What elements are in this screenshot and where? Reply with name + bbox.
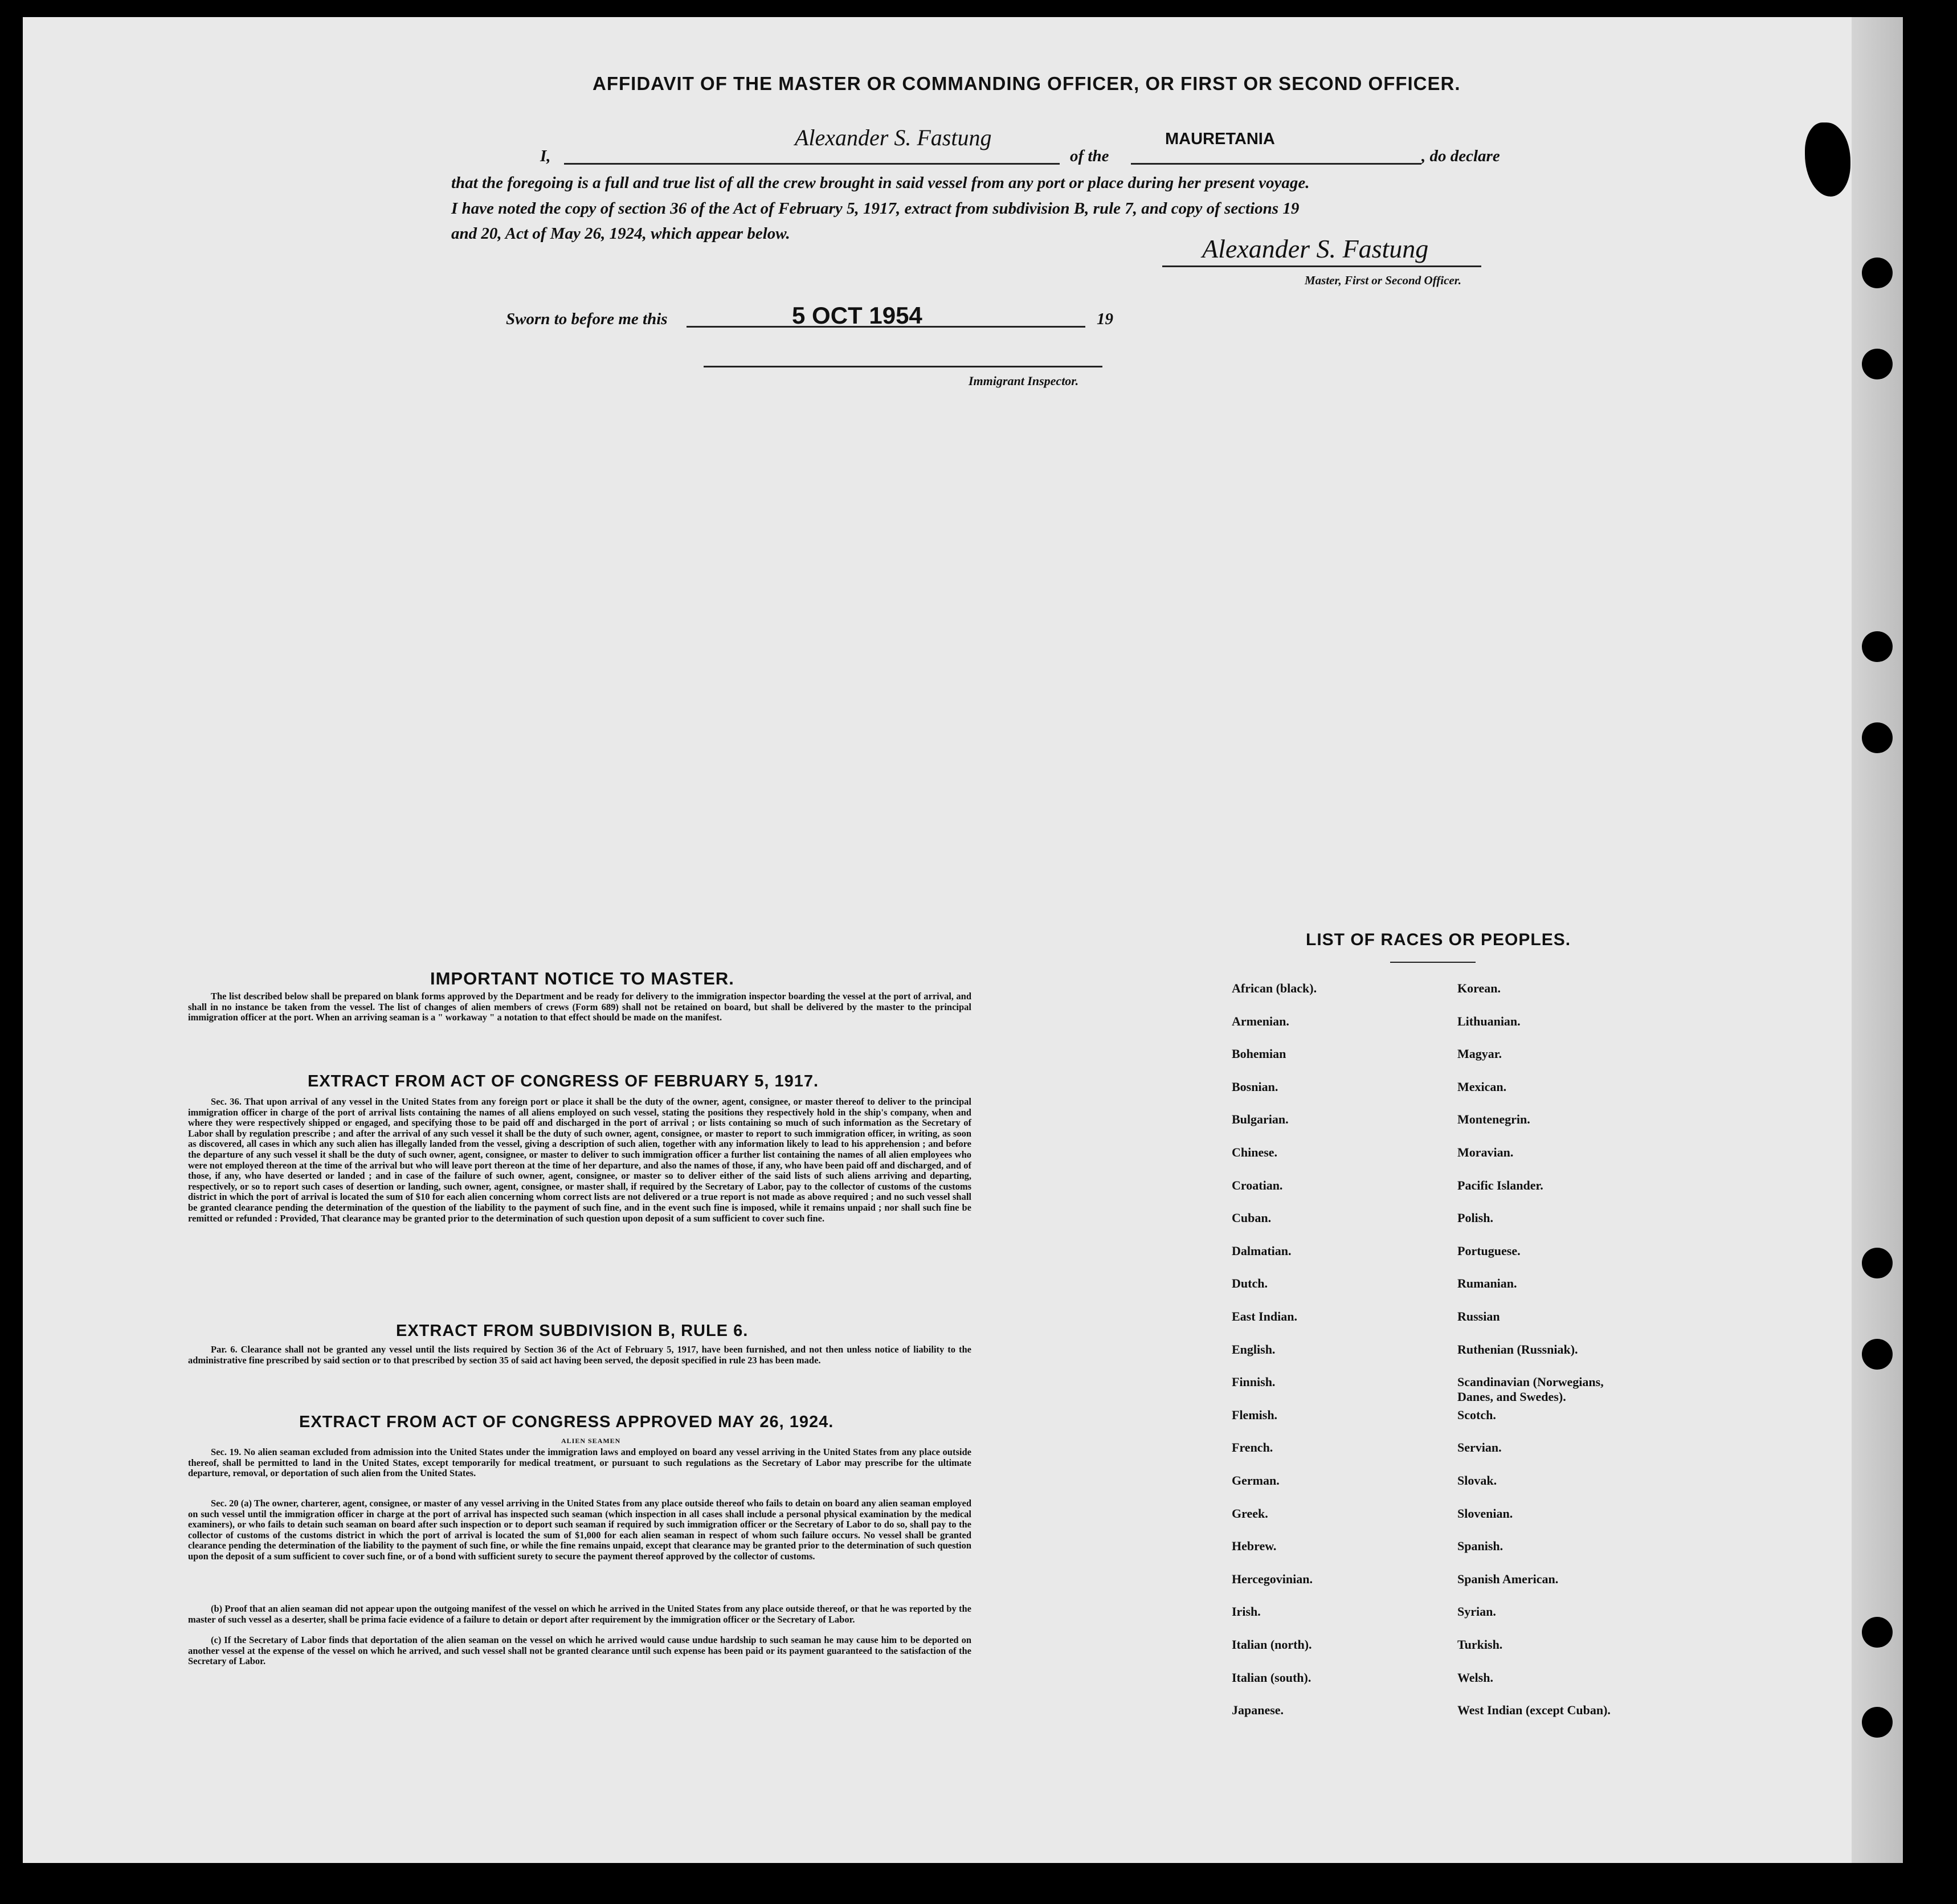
affidavit-title: AFFIDAVIT OF THE MASTER OR COMMANDING OFFICER, OR FIRST OR SECOND OFFICER. xyxy=(593,73,1461,94)
race-item: French. xyxy=(1232,1440,1273,1455)
race-item: Magyar. xyxy=(1457,1047,1502,1061)
officer-signature-name: Alexander S. Fastung xyxy=(795,125,992,150)
race-item: Scotch. xyxy=(1457,1407,1496,1422)
race-item: Lithuanian. xyxy=(1457,1014,1521,1028)
extract-1917-text: Sec. 36. That upon arrival of any vessel in the United States from any foreign port or place it shall be the duty of the owner, agent, consignee, or master thereof to deliver to the principal immigration officer in charge of the port of arrival lists containing the names of all aliens employed on such vessel, stating the positions they respectively hold in the ship's company, when and where they were respectively shipped or engaged, and specifying those to be paid off and discharged in the port of arrival ; or lists containing so much of such information as the Secretary of Labor shall by regulation prescribe ; and after the arrival of any such vessel it shall be the duty of such owner, agent, consignee, or master to report to such immigration officer, in writing, as soon as discovered, all cases in which any such alien has illegally landed from the vessel, giving a description of such alien, together with any information likely to lead to his apprehension ; and before the departure of any such vessel it shall be the duty of such owner, agent, consignee, or master to deliver to such immigration officer a further list containing the names of all alien employees who were not employed thereon at the time of the arrival but who will leave port thereon at the time of her departure, and also the names of those, if any, who have been paid off and discharged, and of those, if any, who have deserted or landed ; and in case of the failure of such owner, agent, consignee, or master so to deliver either of the said lists of such aliens arriving and departing, respectively, or so to report such cases of desertion or landing, such owner, agent, consignee, or master shall, if required by the Secretary of Labor, pay to the collector of customs of the customs district in which the port of arrival is located the sum of $10 for each alien concerning whom correct lists are not delivered or a true report is not made as above required ; and no such vessel shall be granted clearance pending the determination of the question of the liability to the payment of such fine, and in the event such fine is imposed, while it remains unpaid ; nor shall such fine be remitted or refunded : Provided, That clearance may be granted prior to the determination of such question upon deposit of a sum sufficient to cover such fine. xyxy=(188,1096,971,1224)
race-item: Bohemian xyxy=(1232,1047,1286,1061)
race-item: East Indian. xyxy=(1232,1309,1297,1323)
inspector-label: Immigrant Inspector. xyxy=(969,374,1079,388)
affidavit-line-3: I have noted the copy of section 36 of the Act of February 5, 1917, extract from subdivision B, rule 7, and copy of sections 19 xyxy=(451,199,1300,218)
race-item: Rumanian. xyxy=(1457,1276,1517,1291)
race-item: Armenian. xyxy=(1232,1014,1289,1028)
signature-label: Master, First or Second Officer. xyxy=(1305,273,1461,287)
race-item: Italian (north). xyxy=(1232,1637,1312,1652)
sec20c-text: (c) If the Secretary of Labor finds that deportation of the alien seaman on the vessel on which he arrived would cause undue hardship to such seaman he may cause him to be deported on another vessel at the expense of the vessel on which he arrived, and such vessel shall not be granted clearance until such expense has been paid or its payment guaranteed to the satisfaction of the Secretary of Labor. xyxy=(188,1635,971,1667)
races-title: LIST OF RACES OR PEOPLES. xyxy=(1306,930,1571,949)
race-item: Montenegrin. xyxy=(1457,1112,1530,1127)
page-fold xyxy=(1852,17,1903,1863)
race-item: Dutch. xyxy=(1232,1276,1268,1291)
notice-title: IMPORTANT NOTICE TO MASTER. xyxy=(430,969,734,988)
extract-1924-title: EXTRACT FROM ACT OF CONGRESS APPROVED MAY 26, 1924. xyxy=(299,1413,834,1431)
punch-hole xyxy=(1862,1707,1893,1738)
race-item: Polish. xyxy=(1457,1211,1493,1225)
race-item: Irish. xyxy=(1232,1604,1261,1619)
race-item: Korean. xyxy=(1457,981,1501,995)
race-item: Mexican. xyxy=(1457,1079,1507,1094)
race-item: Scandinavian (Norwegians, Danes, and Swedes). xyxy=(1457,1375,1604,1404)
document-page xyxy=(23,17,1903,1863)
sec20b-text: (b) Proof that an alien seaman did not appear upon the outgoing manifest of the vessel on which he arrived in the United States from any place outside thereof, or that he was reported by the master of such vessel as a deserter, shall be prima facie evidence of a failure to detain or deport after requirement by the immigration officer or the Secretary of Labor. xyxy=(188,1603,971,1625)
affidavit-declare-label: , do declare xyxy=(1421,147,1500,165)
race-item: Welsh. xyxy=(1457,1670,1493,1685)
race-item: Hebrew. xyxy=(1232,1539,1277,1554)
race-item: Finnish. xyxy=(1232,1375,1276,1390)
punch-hole xyxy=(1862,631,1893,662)
races-title-underline xyxy=(1390,962,1476,963)
race-item: Portuguese. xyxy=(1457,1243,1521,1258)
race-item: English. xyxy=(1232,1342,1276,1357)
punch-hole xyxy=(1862,349,1893,379)
race-item: Ruthenian (Russniak). xyxy=(1457,1342,1578,1357)
sec19-text: Sec. 19. No alien seaman excluded from admission into the United States under the immigration laws and employed on board any vessel arriving in the United States from any place outside thereof, shall be permitted to land in the United States, except temporarily for medical treatment, or pursuant to such regulations as the Secretary of Labor may prescribe for the ultimate departure, removal, or deportation of such alien from the United States. xyxy=(188,1447,971,1479)
race-item: Cuban. xyxy=(1232,1211,1272,1225)
race-item: Flemish. xyxy=(1232,1407,1278,1422)
race-item: Japanese. xyxy=(1232,1703,1284,1718)
vessel-name: MAURETANIA xyxy=(1165,130,1275,148)
extract-1917-title: EXTRACT FROM ACT OF CONGRESS OF FEBRUARY 5, 1917. xyxy=(308,1072,819,1090)
punch-hole xyxy=(1862,1339,1893,1370)
signature-line xyxy=(1162,265,1481,267)
rule6-text: Par. 6. Clearance shall not be granted any vessel until the lists required by Section 36 of the Act of February 5, 1917, have been furnished, and not then unless notice of liability to the administrative fine prescribed by said section or to that prescribed by section 35 of said act having been served, the deposit specified in rule 23 has been made. xyxy=(188,1344,971,1366)
race-item: Hercegovinian. xyxy=(1232,1571,1313,1586)
affidavit-line-4: and 20, Act of May 26, 1924, which appear below. xyxy=(451,224,790,243)
punch-hole xyxy=(1862,1617,1893,1648)
vessel-line xyxy=(1131,163,1421,165)
race-item: African (black). xyxy=(1232,981,1317,995)
race-item: Spanish American. xyxy=(1457,1571,1559,1586)
race-item: West Indian (except Cuban). xyxy=(1457,1703,1611,1718)
race-item: Slovak. xyxy=(1457,1473,1497,1488)
race-item: Bulgarian. xyxy=(1232,1112,1289,1127)
sworn-label: Sworn to before me this xyxy=(506,310,668,328)
race-item: Pacific Islander. xyxy=(1457,1178,1543,1192)
affidavit-line-2: that the foregoing is a full and true list of all the crew brought in said vessel from any port or place during her present voyage. xyxy=(451,174,1310,192)
affidavit-i-label: I, xyxy=(540,147,551,165)
rule6-title: EXTRACT FROM SUBDIVISION B, RULE 6. xyxy=(396,1322,749,1340)
punch-hole xyxy=(1862,258,1893,288)
sworn-date-stamp: 5 OCT 1954 xyxy=(792,302,922,329)
name-line xyxy=(564,163,1060,165)
race-item: Croatian. xyxy=(1232,1178,1283,1192)
race-item: Bosnian. xyxy=(1232,1079,1278,1094)
race-item: German. xyxy=(1232,1473,1280,1488)
race-item: Servian. xyxy=(1457,1440,1502,1455)
race-item: Turkish. xyxy=(1457,1637,1503,1652)
punch-hole xyxy=(1862,722,1893,753)
affidavit-of-the-label: of the xyxy=(1070,147,1109,165)
notice-text: The list described below shall be prepared on blank forms approved by the Department and be ready for delivery to the immigration inspector boarding the vessel at the port of arrival, and shall in no instance be taken from the vessel. The list of changes of alien members of crews (Form 689) shall not be retained on board, but shall be delivered by the master to the principal immigration officer at the port. When an arriving seaman is a " workaway " a notation to that effect should be made on the manifest. xyxy=(188,991,971,1023)
race-item: Italian (south). xyxy=(1232,1670,1312,1685)
inspector-line xyxy=(704,366,1102,367)
officer-signature: Alexander S. Fastung xyxy=(1202,234,1429,263)
race-item: Greek. xyxy=(1232,1506,1268,1521)
race-item: Spanish. xyxy=(1457,1539,1504,1554)
race-item: Slovenian. xyxy=(1457,1506,1513,1521)
race-item: Russian xyxy=(1457,1309,1500,1323)
punch-hole xyxy=(1862,1248,1893,1278)
sec20a-text: Sec. 20 (a) The owner, charterer, agent, consignee, or master of any vessel arriving in the United States from any place outside thereof who fails to detain on board any alien seaman employed on such vessel until the immigration officer in charge at the port of arrival has inspected such seaman (which inspection in all cases shall include a personal physical examination by the medical examiners), or who fails to detain such seaman on board after such inspection or to deport such seaman if required by such immigration officer or the Secretary of Labor to do so, shall pay to the collector of customs of the customs district in which the port of arrival is located the sum of $1,000 for each alien seaman in respect of whom such failure occurs. No vessel shall be granted clearance pending the determination of the liability to the payment of such fine, or while the fine remains unpaid, except that clearance may be granted prior to the determination of such question upon the deposit of a sum sufficient to cover such fine, or of a bond with sufficient surety to secure the payment thereof approved by the collector of customs. xyxy=(188,1498,971,1562)
sworn-year: 19 xyxy=(1097,310,1113,328)
extract-1924-subtitle: ALIEN SEAMEN xyxy=(561,1437,621,1445)
race-item: Dalmatian. xyxy=(1232,1243,1292,1258)
race-item: Syrian. xyxy=(1457,1604,1496,1619)
race-item: Moravian. xyxy=(1457,1145,1514,1159)
race-item: Chinese. xyxy=(1232,1145,1278,1159)
